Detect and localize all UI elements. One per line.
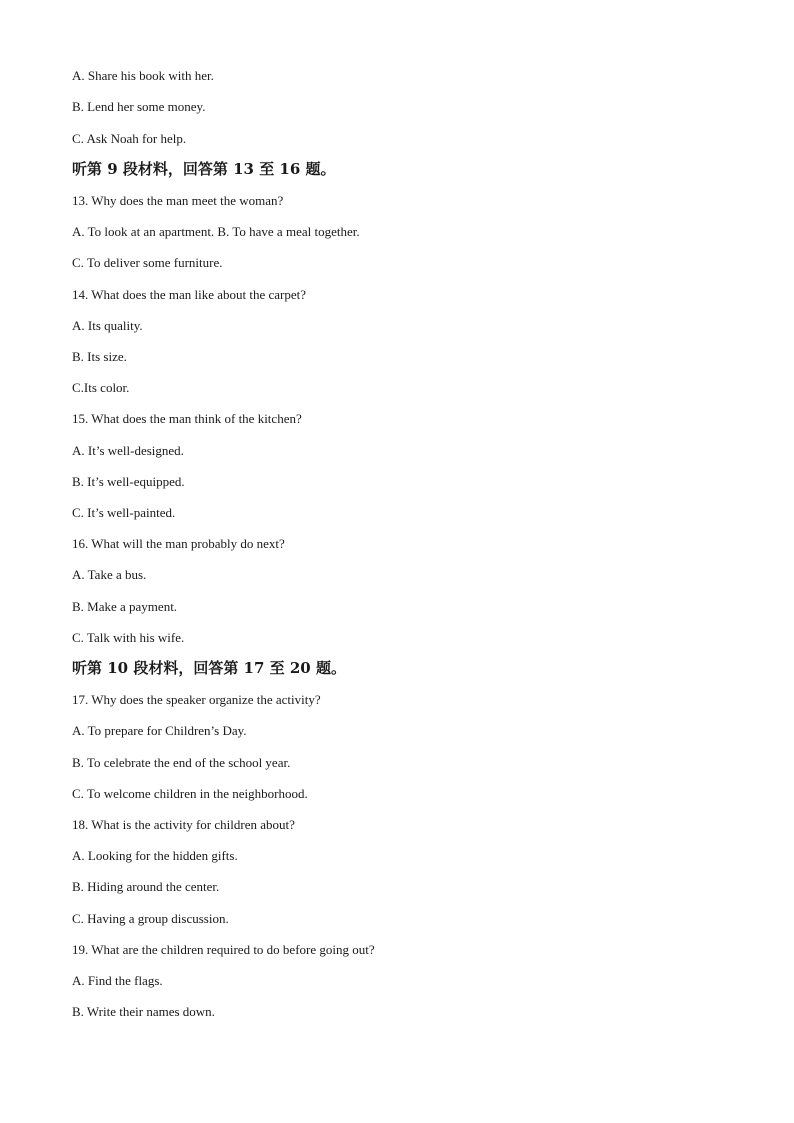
option-12b: B. Lend her some money. [72,99,206,114]
option-19a: A. Find the flags. [72,973,163,988]
question-16: 16. What will the man probably do next? [72,536,285,551]
option-14c: C.Its color. [72,380,130,395]
option-15a: A. It’s well-designed. [72,443,184,458]
section-heading-10: 听第 10 段材料，回答第 17 至 20 题。 [72,659,346,677]
option-16a: A. Take a bus. [72,567,147,582]
question-18: 18. What is the activity for children about? [72,817,295,832]
option-15b: B. It’s well-equipped. [72,474,185,489]
option-19b: B. Write their names down. [72,1004,215,1019]
option-17b: B. To celebrate the end of the school year. [72,755,291,770]
option-17c: C. To welcome children in the neighborhood. [72,786,308,801]
section-heading-9: 听第 9 段材料，回答第 13 至 16 题。 [72,160,336,178]
question-14: 14. What does the man like about the carpet? [72,287,307,302]
option-14b: B. Its size. [72,349,127,364]
option-15c: C. It’s well-painted. [72,505,176,520]
option-18a: A. Looking for the hidden gifts. [72,848,238,863]
option-17a: A. To prepare for Children’s Day. [72,723,247,738]
option-13ab: A. To look at an apartment. B. To have a meal together. [72,224,360,239]
question-15: 15. What does the man think of the kitchen? [72,411,302,426]
option-16b: B. Make a payment. [72,599,178,614]
question-19: 19. What are the children required to do before going out? [72,942,375,957]
option-16c: C. Talk with his wife. [72,630,185,645]
question-17: 17. Why does the speaker organize the activity? [72,692,321,707]
option-18b: B. Hiding around the center. [72,879,220,894]
option-14a: A. Its quality. [72,318,143,333]
option-12c: C. Ask Noah for help. [72,131,187,146]
option-13c: C. To deliver some furniture. [72,255,223,270]
question-13: 13. Why does the man meet the woman? [72,193,284,208]
option-18c: C. Having a group discussion. [72,911,229,926]
option-12a: A. Share his book with her. [72,68,214,83]
